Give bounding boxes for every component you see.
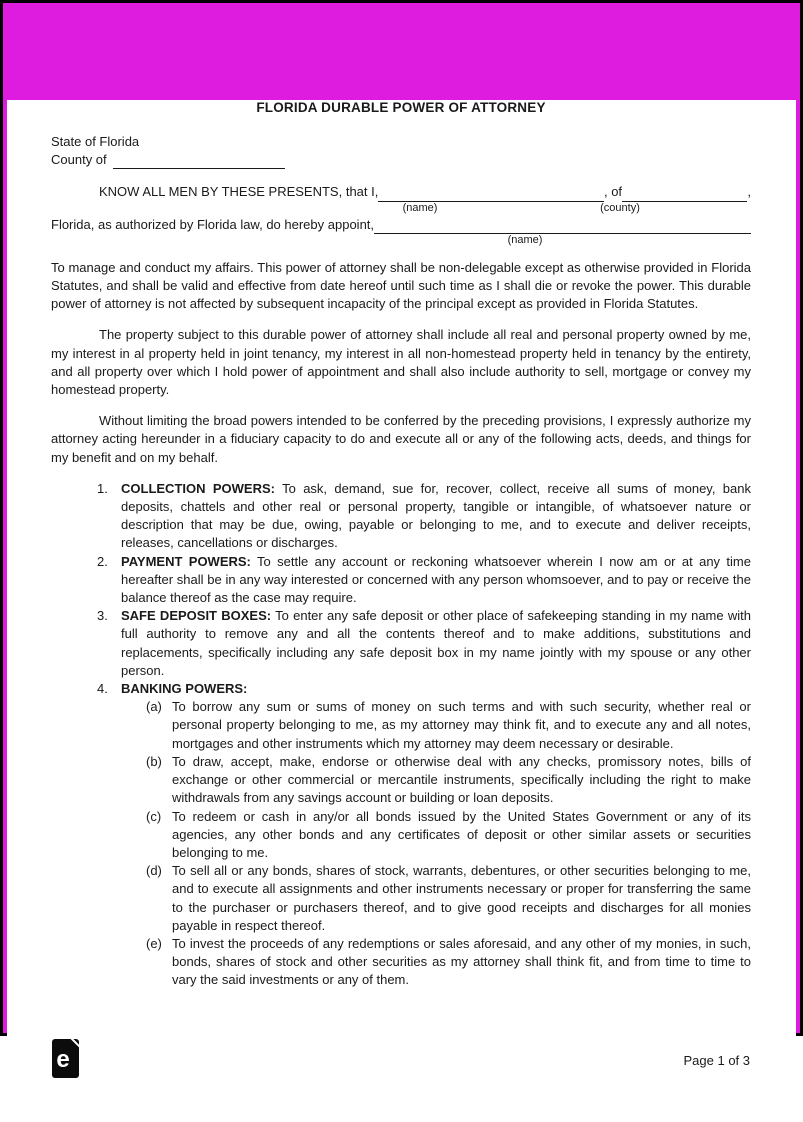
principal-name-blank	[378, 187, 604, 202]
page-title: FLORIDA DURABLE POWER OF ATTORNEY	[256, 100, 546, 115]
appoint-prefix-text: Florida, as authorized by Florida law, do hereby appoint,	[51, 216, 375, 232]
list-item-text: To settle any account or reckoning whatsoever wherein I now am or at any time hereafter shall be in any way interested or concerned with any person whomsoever, and to pay or receive the balance thereof as the case may require.	[121, 553, 751, 606]
paragraph-property-subject: The property subject to this durable power of attorney shall include all real and personal property owned by me, my interest in al property held in joint tenancy, my interest in all non-homestead property held in tenancy by the entirety, and all property over which I hold power of appointment and shall also include authority to sell, mortgage or convey my homestead property.	[51, 327, 751, 398]
list-item-body	[121, 680, 751, 698]
know-prefix-text: KNOW ALL MEN BY THESE PRESENTS, that I,	[99, 184, 379, 200]
know-end-comma: ,	[747, 184, 751, 200]
list-item-number: 3.	[97, 608, 108, 624]
sub-item-borrow	[51, 698, 751, 753]
list-item-payment-powers	[51, 553, 751, 608]
paragraph-manage-affairs: To manage and conduct my affairs. This power of attorney shall be non-delegable except as otherwise provided in Florida Statutes, and shall be valid and effective from date hereof until such time as I shall die or revoke the power. This durable power of attorney is not affected by subsequent incapacity of the principal except as provided in Florida Statutes.	[51, 259, 751, 312]
sub-item-letter: (c)	[146, 808, 162, 824]
list-item-label: COLLECTION POWERS:	[121, 480, 275, 496]
name-caption: (name)	[402, 201, 438, 214]
county-line	[51, 151, 751, 169]
blank-caption-row-1	[51, 202, 751, 216]
know-mid-text: , of	[603, 184, 623, 200]
state-of-florida-line: State of Florida	[51, 134, 140, 149]
page-number-label: Page 1 of 3	[683, 1053, 750, 1068]
sub-item-invest-proceeds	[51, 935, 751, 990]
sub-item-text: To redeem or cash in any/or all bonds issued by the United States Government or any of its agencies, any other bonds and any certificates of deposit or other similar assets or securities belonging to me.	[172, 808, 751, 860]
county-caption: (county)	[600, 201, 640, 214]
agent-name-caption: (name)	[507, 233, 543, 246]
list-item-number: 2.	[97, 553, 108, 569]
sub-item-draw-checks	[51, 753, 751, 808]
sub-item-text: To draw, accept, make, endorse or otherwise deal with any checks, promissory notes, bills of exchange or other commercial or mercantile instruments, specifically including the right to make withdrawals from any savings account or building or loan deposits.	[172, 753, 751, 806]
sub-item-letter: (d)	[146, 863, 162, 879]
sub-item-sell-bonds	[51, 862, 751, 935]
county-fill-blank	[113, 154, 285, 169]
list-item-text: To enter any safe deposit or other place of safekeeping standing in my name with full authority to remove any and all the contents thereof and to make additions, substitutions and replacements, specifically including any safe deposit box in my name jointly with my spouse or any other person.	[121, 608, 751, 678]
county-prefix-label: County of	[51, 152, 107, 168]
list-item-text: To ask, demand, sue for, recover, collect, receive all sums of money, bank deposits, chattels and other real or personal property, tangible or intangible, of whatsoever nature or description that may be due, owing, payable or belonging to me, and to execute and deliver receipts, releases, cancellations or discharges.	[121, 480, 751, 551]
appoint-line	[51, 216, 751, 234]
list-item-body	[121, 480, 751, 553]
list-item-collection-powers	[51, 480, 751, 553]
list-item-number: 4.	[97, 681, 108, 697]
list-item-label: SAFE DEPOSIT BOXES:	[121, 608, 272, 624]
eforms-document-logo-icon	[51, 1038, 80, 1079]
principal-county-blank	[622, 187, 747, 202]
blank-caption-row-2	[51, 234, 751, 248]
list-item-label: BANKING POWERS:	[121, 681, 248, 697]
list-item-body	[121, 553, 751, 608]
sub-item-text: To invest the proceeds of any redemptions or sales aforesaid, and any other of my monies, in such, bonds, shares of stock and other securities as my attorney shall think fit, and from time to time to vary the said investments or any of them.	[172, 935, 751, 988]
know-all-men-line	[51, 183, 751, 201]
list-item-label: PAYMENT POWERS:	[121, 553, 251, 569]
powers-list	[51, 480, 751, 990]
list-item-number: 1.	[97, 480, 108, 496]
list-item-banking-powers	[51, 680, 751, 698]
sub-item-text: To sell all or any bonds, shares of stock, warrants, debentures, or other securities belonging to me, and to execute all assignments and other instruments necessary or proper for transferring the same to the purchaser or purchasers thereof, and to give good receipts and discharges for all monies payable in respect thereof.	[172, 863, 751, 933]
document-page	[7, 100, 796, 1122]
agent-name-blank	[374, 219, 751, 234]
sub-item-letter: (b)	[146, 753, 162, 769]
sub-item-text: To borrow any sum or sums of money on such terms and with such security, whether real or personal property belonging to me, as my attorney may think fit, and to execute any and all notes, mortgages and other instruments which my attorney may deem necessary or desirable.	[172, 699, 751, 751]
list-item-body	[121, 607, 751, 680]
paragraph-without-limiting: Without limiting the broad powers intended to be conferred by the preceding provisions, I expressly authorize my attorney acting hereunder in a fiduciary capacity to do and execute all or any of the following acts, deeds, and things for my benefit and on my behalf.	[51, 413, 751, 465]
logo-letter: e	[56, 1046, 70, 1073]
sub-item-redeem-bonds	[51, 808, 751, 863]
sub-item-letter: (e)	[146, 935, 162, 951]
list-item-safe-deposit-boxes	[51, 607, 751, 680]
sub-item-letter: (a)	[146, 699, 162, 715]
